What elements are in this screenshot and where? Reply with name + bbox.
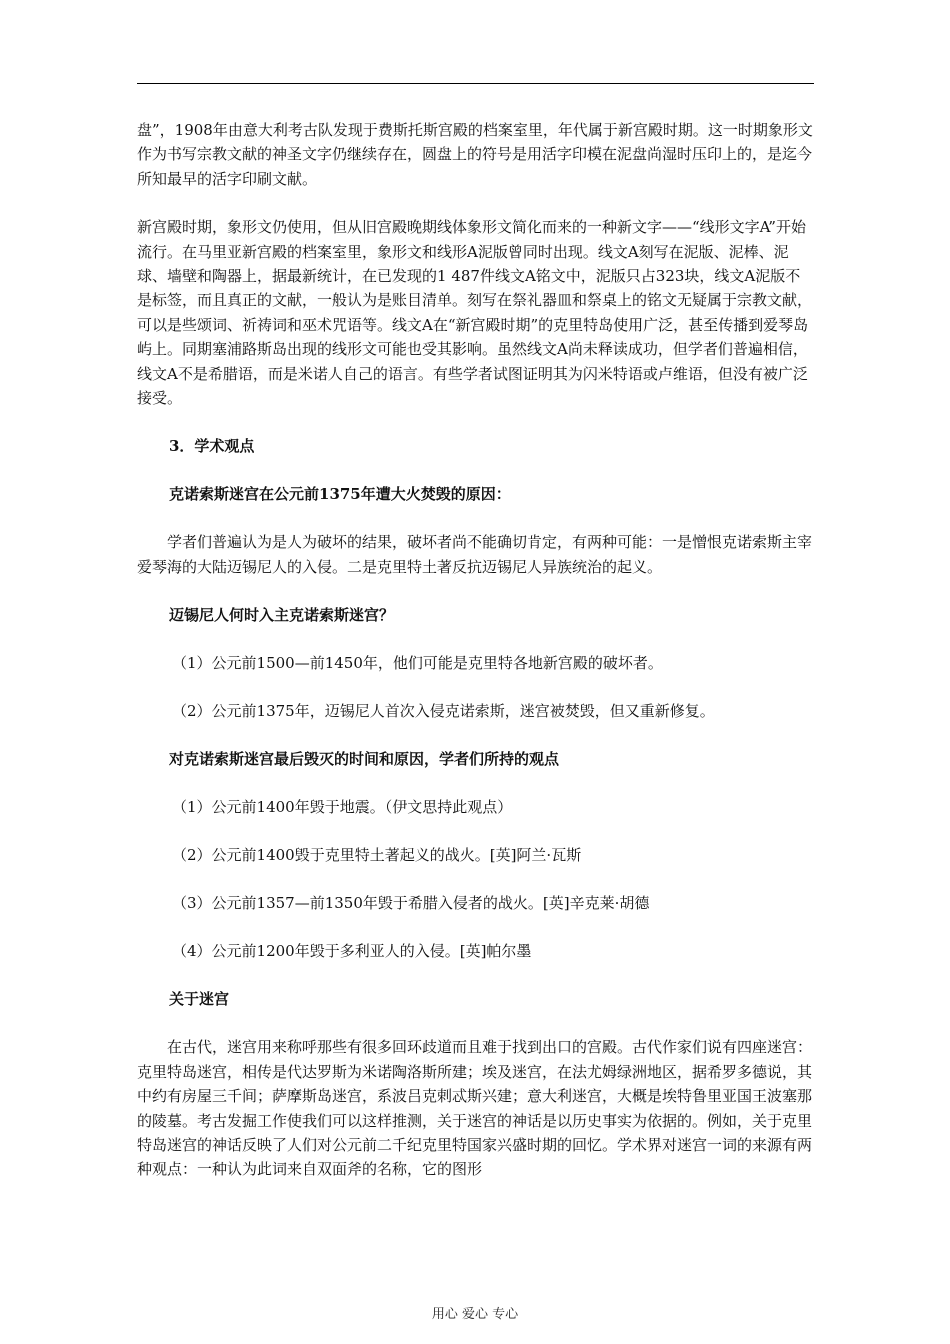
heading-about-labyrinth: 关于迷宫 bbox=[169, 990, 230, 1009]
list-item: （3）公元前1357—前1350年毁于希腊入侵者的战火。[英]辛克莱·胡德 bbox=[172, 894, 650, 913]
paragraph-about-labyrinth: 在古代，迷宫用来称呼那些有很多回环歧道而且难于找到出口的宫殿。古代作家们说有四座迷宫：克里特岛迷宫，相传是代达罗斯为米诺陶洛斯所建；埃及迷宫，在法尤姆绿洲地区，据希罗多德说，其中约有房屋三千间；萨摩斯岛迷宫，系波吕克剌忒斯兴建；意大利迷宫，大概是埃特鲁里亚国王波塞那的陵墓。考古发掘工作使我们可以这样推测，关于迷宫的神话是以历史事实为依据的。例如，关于克里特岛迷宫的神话反映了人们对公元前二千纪克里特国家兴盛时期的回忆。学术界对迷宫一词的来源有两种观点：一种认为此词来自双面斧的名称，它的图形 bbox=[137, 1038, 813, 1179]
heading-mycenaean-arrival: 迈锡尼人何时入主克诺索斯迷宫？ bbox=[169, 606, 395, 625]
paragraph-linear-a: 新宫殿时期，象形文仍使用，但从旧宫殿晚期线体象形文简化而来的一种新文字——“线形文字A”开始流行。在马里亚新宫殿的档案室里，象形文和线形A泥版曾同时出现。线文A刻写在泥版、泥棒、泥球、墙壁和陶器上，据最新统计，在已发现的1 487件线文A铭文中，泥版只占323块，线文A泥版不是标签，而且真正的文献，一般认为是账目清单。刻写在祭礼器皿和祭桌上的铭文无疑属于宗教文献，可以是些颂词、祈祷词和巫术咒语等。线文A在“新宫殿时期”的克里特岛使用广泛，甚至传播到爱琴岛屿上。同期塞浦路斯岛出现的线形文可能也受其影响。虽然线文A尚未释读成功，但学者们普遍相信，线文A不是希腊语，而是米诺人自己的语言。有些学者试图证明其为闪米特语或卢维语，但没有被广泛接受。 bbox=[137, 218, 813, 408]
paragraph-phaistos-disc: 盘”，1908年由意大利考古队发现于费斯托斯宫殿的档案室里，年代属于新宫殿时期。这一时期象形文作为书写宗教文献的神圣文字仍继续存在，圆盘上的符号是用活字印模在泥盘尚湿时压印上的，是迄今所知最早的活字印刷文献。 bbox=[137, 121, 813, 188]
header-rule bbox=[137, 83, 814, 84]
list-item: （1）公元前1500—前1450年，他们可能是克里特各地新宫殿的破坏者。 bbox=[172, 654, 663, 673]
list-item: （2）公元前1375年，迈锡尼人首次入侵克诺索斯，迷宫被焚毁，但又重新修复。 bbox=[172, 702, 715, 721]
document-body bbox=[137, 118, 814, 1182]
section-heading-scholarly-views: 3．学术观点 bbox=[169, 437, 255, 456]
heading-final-destruction: 对克诺索斯迷宫最后毁灭的时间和原因，学者们所持的观点 bbox=[169, 750, 560, 769]
paragraph-fire-cause: 学者们普遍认为是人为破坏的结果，破坏者尚不能确切肯定，有两种可能：一是憎恨克诺索斯主宰爱琴海的大陆迈锡尼人的入侵。二是克里特土著反抗迈锡尼人异族统治的起义。 bbox=[137, 533, 813, 576]
list-item: （1）公元前1400年毁于地震。（伊文思持此观点） bbox=[172, 798, 513, 817]
list-item: （2）公元前1400毁于克里特土著起义的战火。[英]阿兰·瓦斯 bbox=[172, 846, 582, 865]
page-footer: 用心 爱心 专心 bbox=[431, 1307, 519, 1322]
heading-fire-cause: 克诺索斯迷宫在公元前1375年遭大火焚毁的原因： bbox=[169, 485, 511, 504]
list-item: （4）公元前1200年毁于多利亚人的入侵。[英]帕尔墨 bbox=[172, 942, 532, 961]
